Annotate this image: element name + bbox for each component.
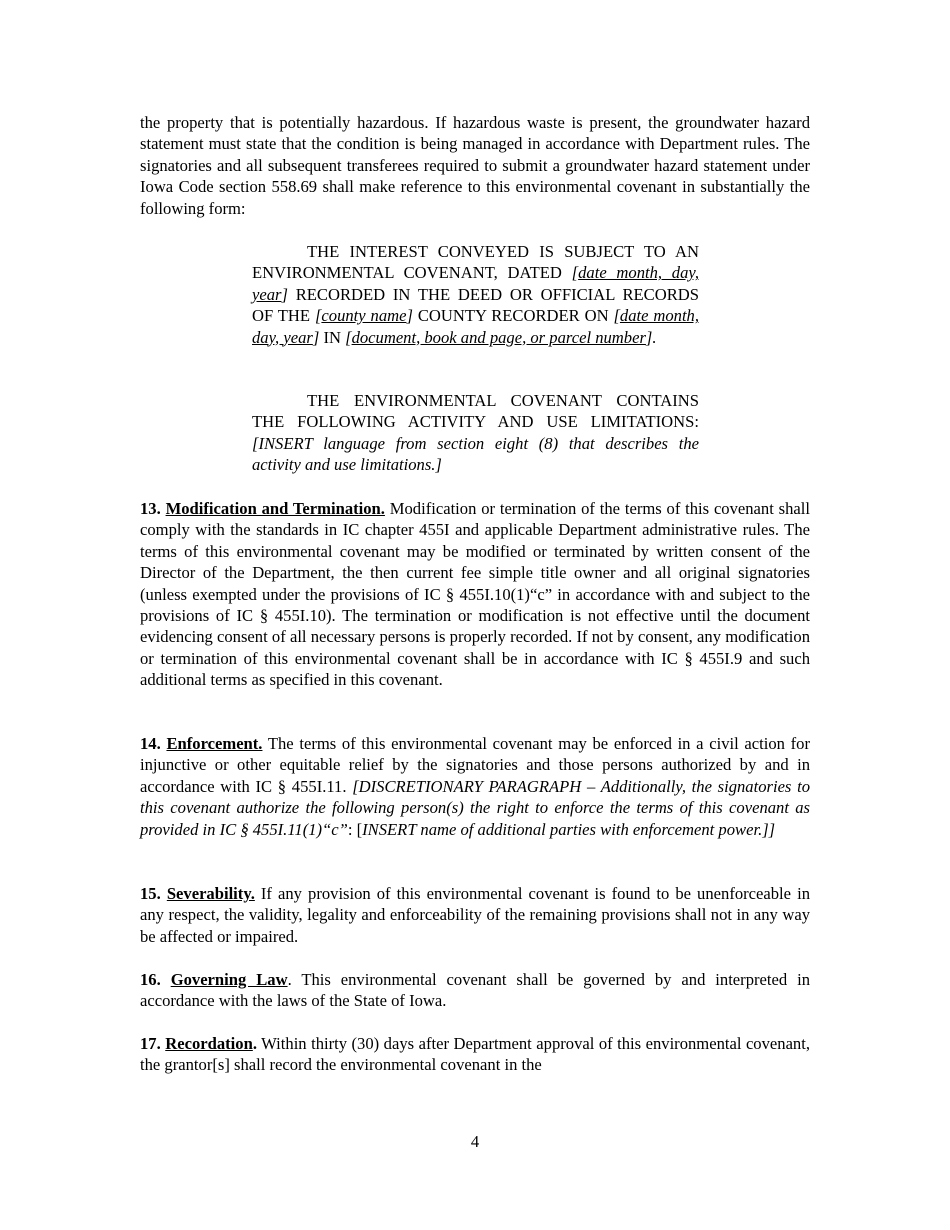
section-number: 17. — [140, 1034, 161, 1053]
section-heading: Severability. — [166, 884, 255, 903]
page-number: 4 — [470, 1132, 480, 1151]
section-number: 15. — [140, 884, 161, 903]
limitations-placeholder: [INSERT language from section eight (8) that describes the activity and use limitations.] — [252, 433, 699, 475]
section-body: If any provision of this environmental covenant is found to be unenforceable in any respect, the validity, legality and enforceability of the remaining provisions shall not in any way be affected or impaired. — [140, 884, 810, 946]
section-14: 14. Enforcement. The terms of this environmental covenant may be enforced in a civil action for injunctive or other equitable relief by the signatories and those persons authorized by and in accordance with IC § 455I.11. [DISCRETIONARY PARAGRAPH – Additionally, the signatories to this covenant authorize the following person(s) the right to enforce the terms of this covenant as provided in IC § 455I.11(1)“c”: [INSERT name of additional parties with enforcement power.]] — [140, 734, 811, 839]
section-17: 17. Recordation. Within thirty (30) days after Department approval of this environmental covenant, the grantor[s] shall record the environmental covenant in the — [140, 1034, 810, 1075]
section-body: . This environmental covenant shall be governed by and interpreted in accordance with the laws of the State of Iowa. — [140, 970, 810, 1011]
intro-text: the property that is potentially hazardous. If hazardous waste is present, the groundwater hazard statement must state that the condition is being managed in accordance with Department rules. The signatories and all subsequent transferees required to submit a groundwater hazard statement under Iowa Code section 558.69 shall make reference to this environmental covenant in substantially the following form: — [140, 113, 810, 218]
section-13 — [140, 498, 810, 691]
section-16 — [140, 969, 810, 1012]
section-body: The terms of this environmental covenant may be enforced in a civil action for injunctive or other equitable relief by the signatories and those persons authorized by and in accordance with IC § 455I.11. — [140, 734, 810, 796]
recorded-date-placeholder: [date month, day, year] — [252, 306, 700, 347]
section-number: 14. — [140, 734, 161, 753]
section-body: Within thirty (30) days after Department approval of this environmental covenant, the grantor[s] shall record the environmental covenant in the — [140, 1034, 810, 1075]
section-heading: Modification and Termination. — [165, 499, 385, 518]
section-heading: Enforcement. — [166, 734, 263, 753]
additional-parties-placeholder: INSERT name of additional parties with enforcement power.]] — [362, 819, 776, 839]
section-number: 13. — [140, 499, 161, 518]
section-heading: Recordation — [165, 1034, 253, 1053]
date-placeholder: [date month, day, year] — [252, 263, 699, 304]
discretionary-paragraph: [DISCRETIONARY PARAGRAPH – Additionally, the signatories to this covenant authorize the following person(s) the right to enforce the terms of this covenant as provided in IC § 455I.11(1)“c” — [140, 776, 811, 839]
section-15 — [140, 883, 810, 947]
recording-notice-block: THE INTEREST CONVEYED IS SUBJECT TO AN ENVIRONMENTAL COVENANT, DATED [date month, day, year] RECORDED IN THE DEED OR OFFICIAL RECORDS OF THE [county name] COUNTY RECORDER ON [date month, day, year] IN [document, book and page, or parcel number]. — [252, 242, 700, 347]
limitations-notice-block: THE ENVIRONMENTAL COVENANT CONTAINS THE FOLLOWING ACTIVITY AND USE LIMITATIONS: [INSERT language from section eight (8) that describes the activity and use limitations.] — [252, 391, 699, 475]
section-body: Modification or termination of the terms of this covenant shall comply with the standards in IC chapter 455I and applicable Department administrative rules. The terms of this environmental covenant may be modified or terminated by written consent of the Director of the Department, the then current fee simple title owner and all original signatories (unless exempted under the provisions of IC § 455I.10(1)“c” in accordance with and subject to the provisions of IC § 455I.10). The termination or modification is not effective until the document evidencing consent of all necessary persons is properly recorded. If not by consent, any modification or termination of this environmental covenant shall be in accordance with IC § 455I.9 and such additional terms as specified in this covenant. — [140, 499, 810, 690]
section-number: 16. — [140, 970, 161, 989]
intro-paragraph — [140, 112, 810, 219]
county-placeholder: [county name] — [314, 306, 413, 326]
document-reference-placeholder: [document, book and page, or parcel number]. — [345, 327, 657, 347]
section-heading: Governing Law — [170, 970, 288, 989]
